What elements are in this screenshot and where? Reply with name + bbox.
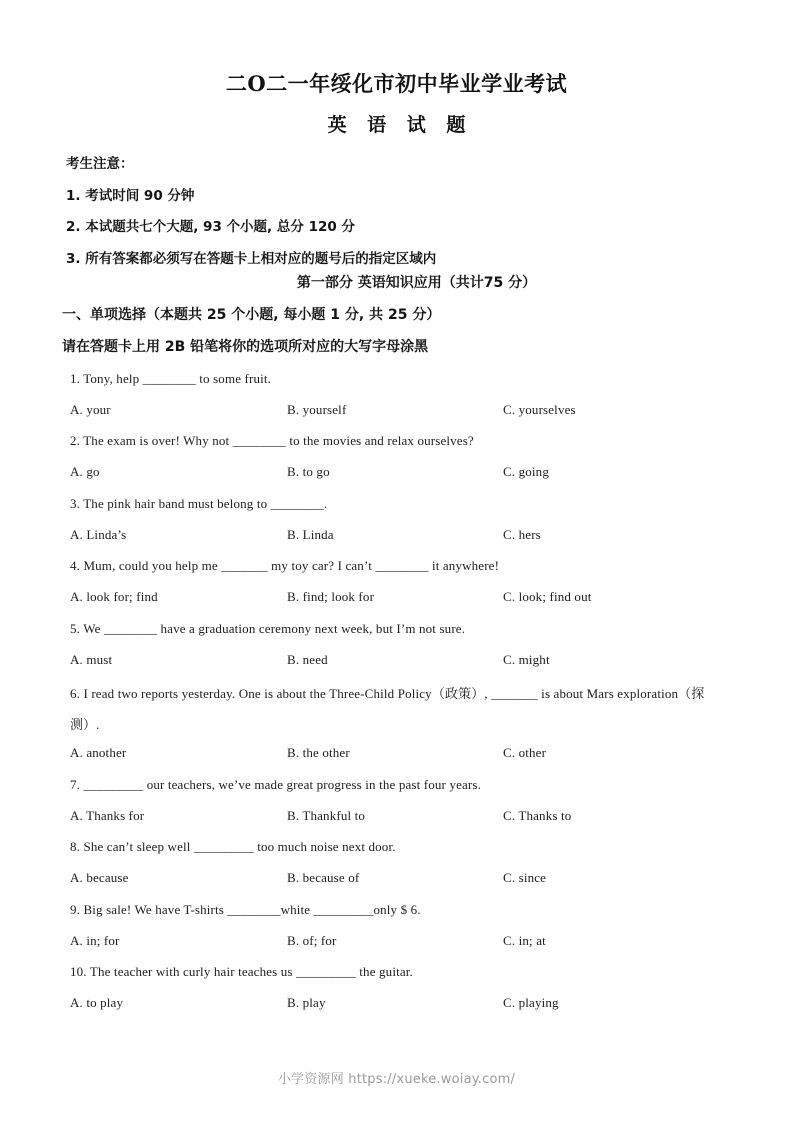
page-subtitle: 英 语 试 题 [327, 114, 473, 136]
page-title: 二O二一年绥化市初中毕业学业考试 [225, 71, 568, 96]
question-stem-3: 3. The pink hair band must belong to ________. [70, 496, 328, 511]
option-3-b[interactable]: B. Linda [287, 527, 334, 542]
question-stem-7: 7. _________ our teachers, we’ve made great progress in the past four years. [70, 777, 482, 792]
option-6-b[interactable]: B. the other [287, 745, 350, 760]
option-4-a[interactable]: A. look for; find [70, 589, 158, 604]
option-1-a[interactable]: A. your [70, 402, 111, 417]
notice-heading: 考生注意： [66, 156, 134, 172]
question-stem-4: 4. Mum, could you help me _______ my toy car? I can’t ________ it anywhere! [70, 558, 500, 573]
question-stem-10: 10. The teacher with curly hair teaches us _________ the guitar. [70, 964, 413, 979]
option-7-c[interactable]: C. Thanks to [503, 808, 572, 823]
option-8-b[interactable]: B. because of [287, 870, 360, 885]
section-instruction: 请在答题卡上用 2B 铅笔将你的选项所对应的大写字母涂黑 [62, 339, 429, 355]
option-8-a[interactable]: A. because [70, 870, 129, 885]
option-1-c[interactable]: C. yourselves [503, 402, 576, 417]
option-3-a[interactable]: A. Linda’s [70, 527, 127, 542]
option-9-a[interactable]: A. in; for [70, 933, 120, 948]
option-1-b[interactable]: B. yourself [287, 402, 347, 417]
option-3-c[interactable]: C. hers [503, 527, 541, 542]
notice-line-1: 1. 考试时间 90 分钟 [66, 188, 195, 204]
option-9-b[interactable]: B. of; for [287, 933, 337, 948]
option-4-b[interactable]: B. find; look for [287, 589, 375, 604]
watermark: 小学资源网 https://xueke.woiay.com/ [277, 1072, 516, 1087]
option-5-c[interactable]: C. might [503, 652, 550, 667]
notice-line-2: 2. 本试题共七个大题, 93 个小题, 总分 120 分 [66, 219, 355, 235]
question-stem-2: 2. The exam is over! Why not ________ to the movies and relax ourselves? [70, 433, 474, 448]
option-6-c[interactable]: C. other [503, 745, 547, 760]
notice-line-3: 3. 所有答案都必须写在答题卡上相对应的题号后的指定区域内 [66, 251, 437, 267]
option-10-c[interactable]: C. playing [503, 995, 559, 1010]
part-title: 第一部分 英语知识应用（共计75 分） [296, 275, 537, 291]
option-2-a[interactable]: A. go [70, 464, 100, 479]
question-stem-6-continued: 测）. [70, 717, 100, 732]
option-2-c[interactable]: C. going [503, 464, 549, 479]
question-stem-1: 1. Tony, help ________ to some fruit. [70, 371, 272, 386]
option-4-c[interactable]: C. look; find out [503, 589, 592, 604]
question-stem-9: 9. Big sale! We have T-shirts ________white _________only $ 6. [70, 902, 421, 917]
option-10-b[interactable]: B. play [287, 995, 326, 1010]
option-2-b[interactable]: B. to go [287, 464, 330, 479]
section-one-heading: 一、单项选择（本题共 25 个小题, 每小题 1 分, 共 25 分） [62, 307, 441, 323]
option-7-a[interactable]: A. Thanks for [70, 808, 145, 823]
option-7-b[interactable]: B. Thankful to [287, 808, 366, 823]
option-5-b[interactable]: B. need [287, 652, 328, 667]
question-stem-5: 5. We ________ have a graduation ceremony next week, but I’m not sure. [70, 621, 466, 636]
option-6-a[interactable]: A. another [70, 745, 127, 760]
option-10-a[interactable]: A. to play [70, 995, 124, 1010]
option-9-c[interactable]: C. in; at [503, 933, 546, 948]
question-stem-6: 6. I read two reports yesterday. One is about the Three-Child Policy（政策）, _______ is about Mars exploration（探 [70, 686, 705, 701]
option-8-c[interactable]: C. since [503, 870, 547, 885]
question-stem-8: 8. She can’t sleep well _________ too much noise next door. [70, 839, 396, 854]
option-5-a[interactable]: A. must [70, 652, 113, 667]
